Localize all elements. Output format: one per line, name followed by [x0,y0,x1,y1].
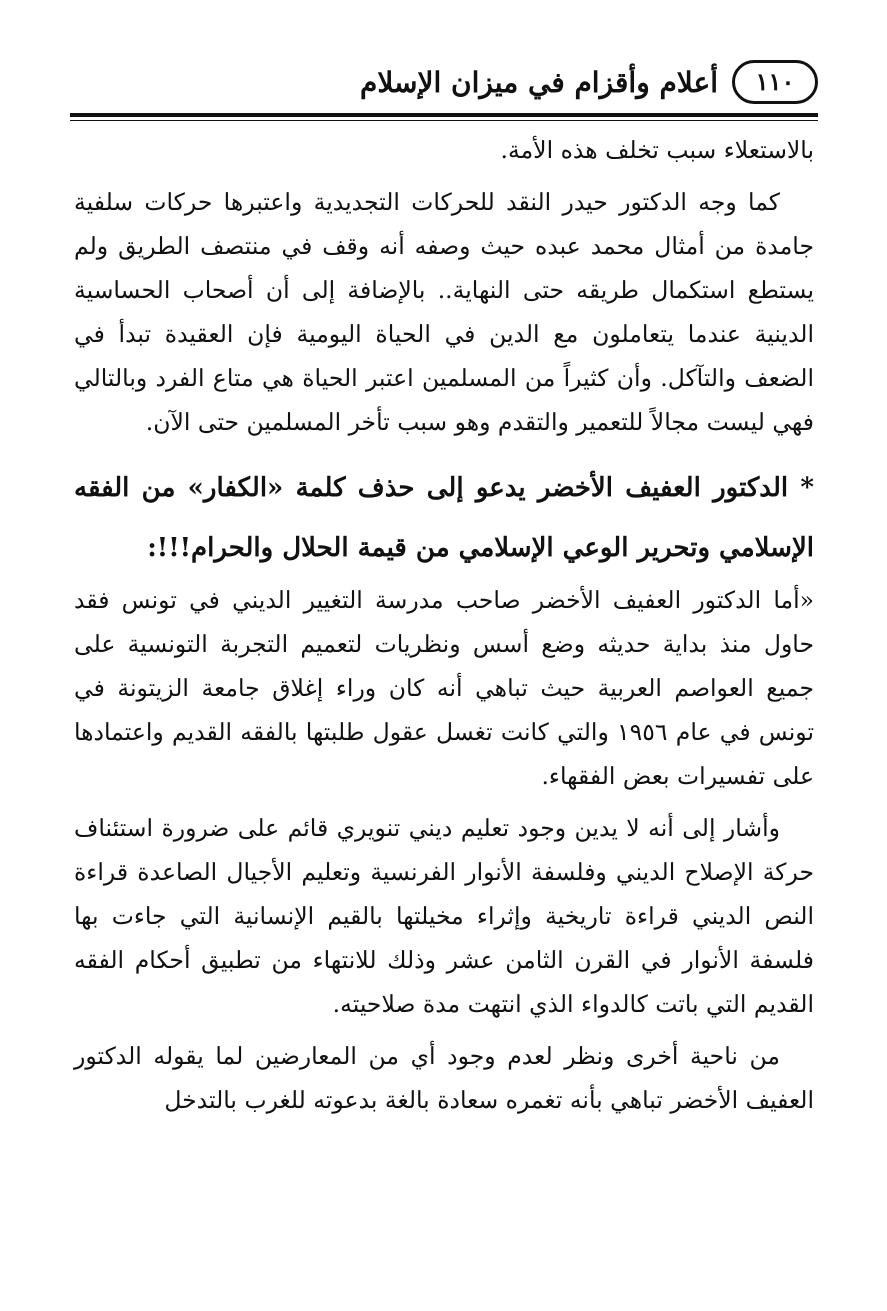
heading-asterisk: * [800,473,814,503]
body-text [74,128,814,1122]
header-rule-thin [70,120,818,121]
page-header [70,58,818,114]
paragraph-3: «أما الدكتور العفيف الأخضر صاحب مدرسة التغيير الديني في تونس فقد حاول منذ بداية حديثه وضع أسس ونظريات لتعميم التجربة التونسية على جميع العواصم العربية حيث تباهي أنه كان وراء إغلاق جامعة الزيتونة في تونس في عام ١٩٥٦ والتي كانت تغسل عقول طلبتها بالفقه القديم واعتمادها على تفسيرات بعض الفقهاء. [74,586,814,790]
section-heading [74,458,814,578]
paragraph-2: كما وجه الدكتور حيدر النقد للحركات التجديدية واعتبرها حركات سلفية جامدة من أمثال محمد عبده حيث وصفه أنه وقف في منتصف الطريق ولم يستطع استكمال طريقه حتى النهاية.. بالإضافة إلى أن أصحاب الحساسية الدينية عندما يتعاملون مع الدين في الحياة اليومية فإن العقيدة تبدأ في الضعف والتآكل. وأن كثيراً من المسلمين اعتبر الحياة هي متاع الفرد وبالتالي فهي ليست مجالاً للتعمير والتقدم وهو سبب تأخر المسلمين حتى الآن. [74,188,814,436]
page-number: ١١٠ [732,60,818,104]
running-title: أعلام وأقزام في ميزان الإسلام [360,66,718,99]
paragraph-1: بالاستعلاء سبب تخلف هذه الأمة. [500,136,814,164]
paragraph-4: وأشار إلى أنه لا يدين وجود تعليم ديني تنويري قائم على ضرورة استئناف حركة الإصلاح الديني وفلسفة الأنوار الفرنسية وتعليم الأجيال الصاعدة قراءة النص الديني قراءة تاريخية وإثراء مخيلتها بالقيم الإنسانية التي جاءت بها فلسفة الأنوار في القرن الثامن عشر وذلك للانتهاء من تطبيق أحكام الفقه القديم التي باتت كالدواء الذي انتهت مدة صلاحيته. [74,814,814,1018]
header-rule-thick [70,113,818,117]
section-heading-text: الدكتور العفيف الأخضر يدعو إلى حذف كلمة «الكفار» من الفقه الإسلامي وتحرير الوعي الإسلامي من قيمة الحلال والحرام!!!: [74,473,814,563]
paragraph-5: من ناحية أخرى ونظر لعدم وجود أي من المعارضين لما يقوله الدكتور العفيف الأخضر تباهي بأنه تغمره سعادة بالغة بدعوته للغرب بالتدخل [74,1042,814,1114]
